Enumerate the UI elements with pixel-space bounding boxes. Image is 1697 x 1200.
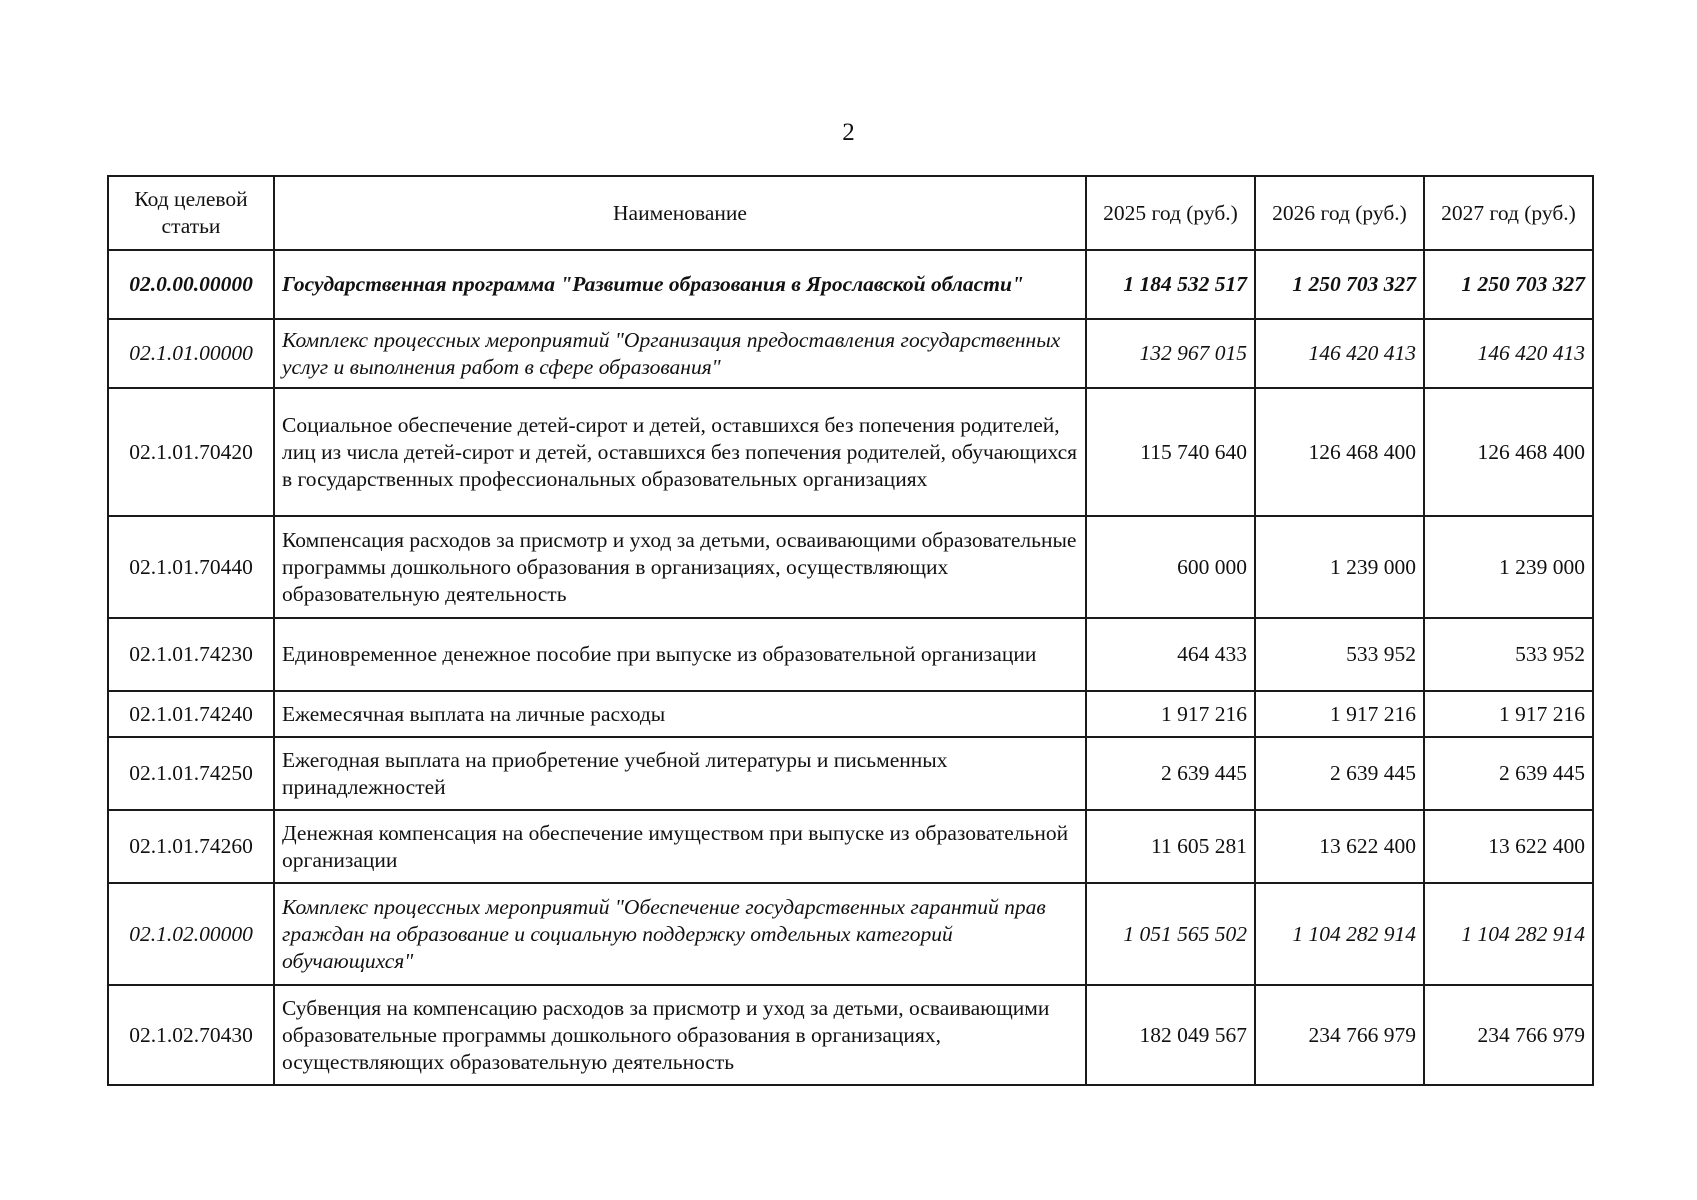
row-code: 02.1.02.00000	[108, 883, 274, 985]
row-value-2025: 1 051 565 502	[1086, 883, 1255, 985]
row-code: 02.1.01.00000	[108, 319, 274, 388]
table-row	[108, 250, 1593, 319]
row-value-2026: 1 917 216	[1255, 691, 1424, 737]
row-value-2027: 1 250 703 327	[1424, 250, 1593, 319]
table-row	[108, 691, 1593, 737]
row-code: 02.1.01.74250	[108, 737, 274, 810]
table-row	[108, 985, 1593, 1085]
budget-table	[107, 175, 1594, 1086]
row-value-2025: 11 605 281	[1086, 810, 1255, 883]
row-value-2027: 1 917 216	[1424, 691, 1593, 737]
header-2025: 2025 год (руб.)	[1086, 176, 1255, 250]
row-value-2026: 1 250 703 327	[1255, 250, 1424, 319]
row-code: 02.0.00.00000	[108, 250, 274, 319]
row-value-2027: 2 639 445	[1424, 737, 1593, 810]
header-2026: 2026 год (руб.)	[1255, 176, 1424, 250]
row-value-2026: 13 622 400	[1255, 810, 1424, 883]
row-value-2027: 1 239 000	[1424, 516, 1593, 618]
row-name: Ежемесячная выплата на личные расходы	[274, 691, 1086, 737]
row-value-2026: 2 639 445	[1255, 737, 1424, 810]
row-value-2025: 464 433	[1086, 618, 1255, 691]
row-value-2025: 2 639 445	[1086, 737, 1255, 810]
row-name: Единовременное денежное пособие при выпуске из образовательной организации	[274, 618, 1086, 691]
row-name: Государственная программа "Развитие образования в Ярославской области"	[274, 250, 1086, 319]
row-value-2025: 1 184 532 517	[1086, 250, 1255, 319]
table-row	[108, 516, 1593, 618]
row-value-2026: 146 420 413	[1255, 319, 1424, 388]
row-name: Социальное обеспечение детей-сирот и детей, оставшихся без попечения родителей, лиц из числа детей-сирот и детей, оставшихся без попечения родителей, обучающихся в государственных профессиональных образовательных организациях	[274, 388, 1086, 516]
page-number: 2	[842, 119, 855, 146]
table-row	[108, 737, 1593, 810]
table-row	[108, 810, 1593, 883]
row-name: Денежная компенсация на обеспечение имуществом при выпуске из образовательной организации	[274, 810, 1086, 883]
row-code: 02.1.01.70420	[108, 388, 274, 516]
row-value-2026: 126 468 400	[1255, 388, 1424, 516]
row-name: Комплекс процессных мероприятий "Организация предоставления государственных услуг и выполнения работ в сфере образования"	[274, 319, 1086, 388]
row-value-2026: 1 239 000	[1255, 516, 1424, 618]
row-value-2027: 1 104 282 914	[1424, 883, 1593, 985]
row-name: Субвенция на компенсацию расходов за присмотр и уход за детьми, осваивающими образовательные программы дошкольного образования в организациях, осуществляющих образовательную деятельность	[274, 985, 1086, 1085]
row-value-2025: 1 917 216	[1086, 691, 1255, 737]
row-code: 02.1.01.74260	[108, 810, 274, 883]
row-value-2026: 234 766 979	[1255, 985, 1424, 1085]
row-name: Комплекс процессных мероприятий "Обеспечение государственных гарантий прав граждан на образование и социальную поддержку отдельных категорий обучающихся"	[274, 883, 1086, 985]
row-value-2025: 132 967 015	[1086, 319, 1255, 388]
table-row	[108, 319, 1593, 388]
row-name: Компенсация расходов за присмотр и уход за детьми, осваивающими образовательные программы дошкольного образования в организациях, осуществляющих образовательную деятельность	[274, 516, 1086, 618]
row-code: 02.1.01.74230	[108, 618, 274, 691]
table-header-row	[108, 176, 1593, 250]
table-row	[108, 618, 1593, 691]
row-code: 02.1.01.74240	[108, 691, 274, 737]
table-row	[108, 883, 1593, 985]
row-name: Ежегодная выплата на приобретение учебной литературы и письменных принадлежностей	[274, 737, 1086, 810]
row-value-2027: 533 952	[1424, 618, 1593, 691]
row-value-2027: 126 468 400	[1424, 388, 1593, 516]
row-value-2027: 234 766 979	[1424, 985, 1593, 1085]
row-value-2025: 182 049 567	[1086, 985, 1255, 1085]
header-2027: 2027 год (руб.)	[1424, 176, 1593, 250]
row-code: 02.1.02.70430	[108, 985, 274, 1085]
row-code: 02.1.01.70440	[108, 516, 274, 618]
row-value-2025: 600 000	[1086, 516, 1255, 618]
row-value-2026: 533 952	[1255, 618, 1424, 691]
table-row	[108, 388, 1593, 516]
header-code: Код целевой статьи	[108, 176, 274, 250]
header-name: Наименование	[274, 176, 1086, 250]
row-value-2027: 13 622 400	[1424, 810, 1593, 883]
row-value-2025: 115 740 640	[1086, 388, 1255, 516]
row-value-2026: 1 104 282 914	[1255, 883, 1424, 985]
row-value-2027: 146 420 413	[1424, 319, 1593, 388]
